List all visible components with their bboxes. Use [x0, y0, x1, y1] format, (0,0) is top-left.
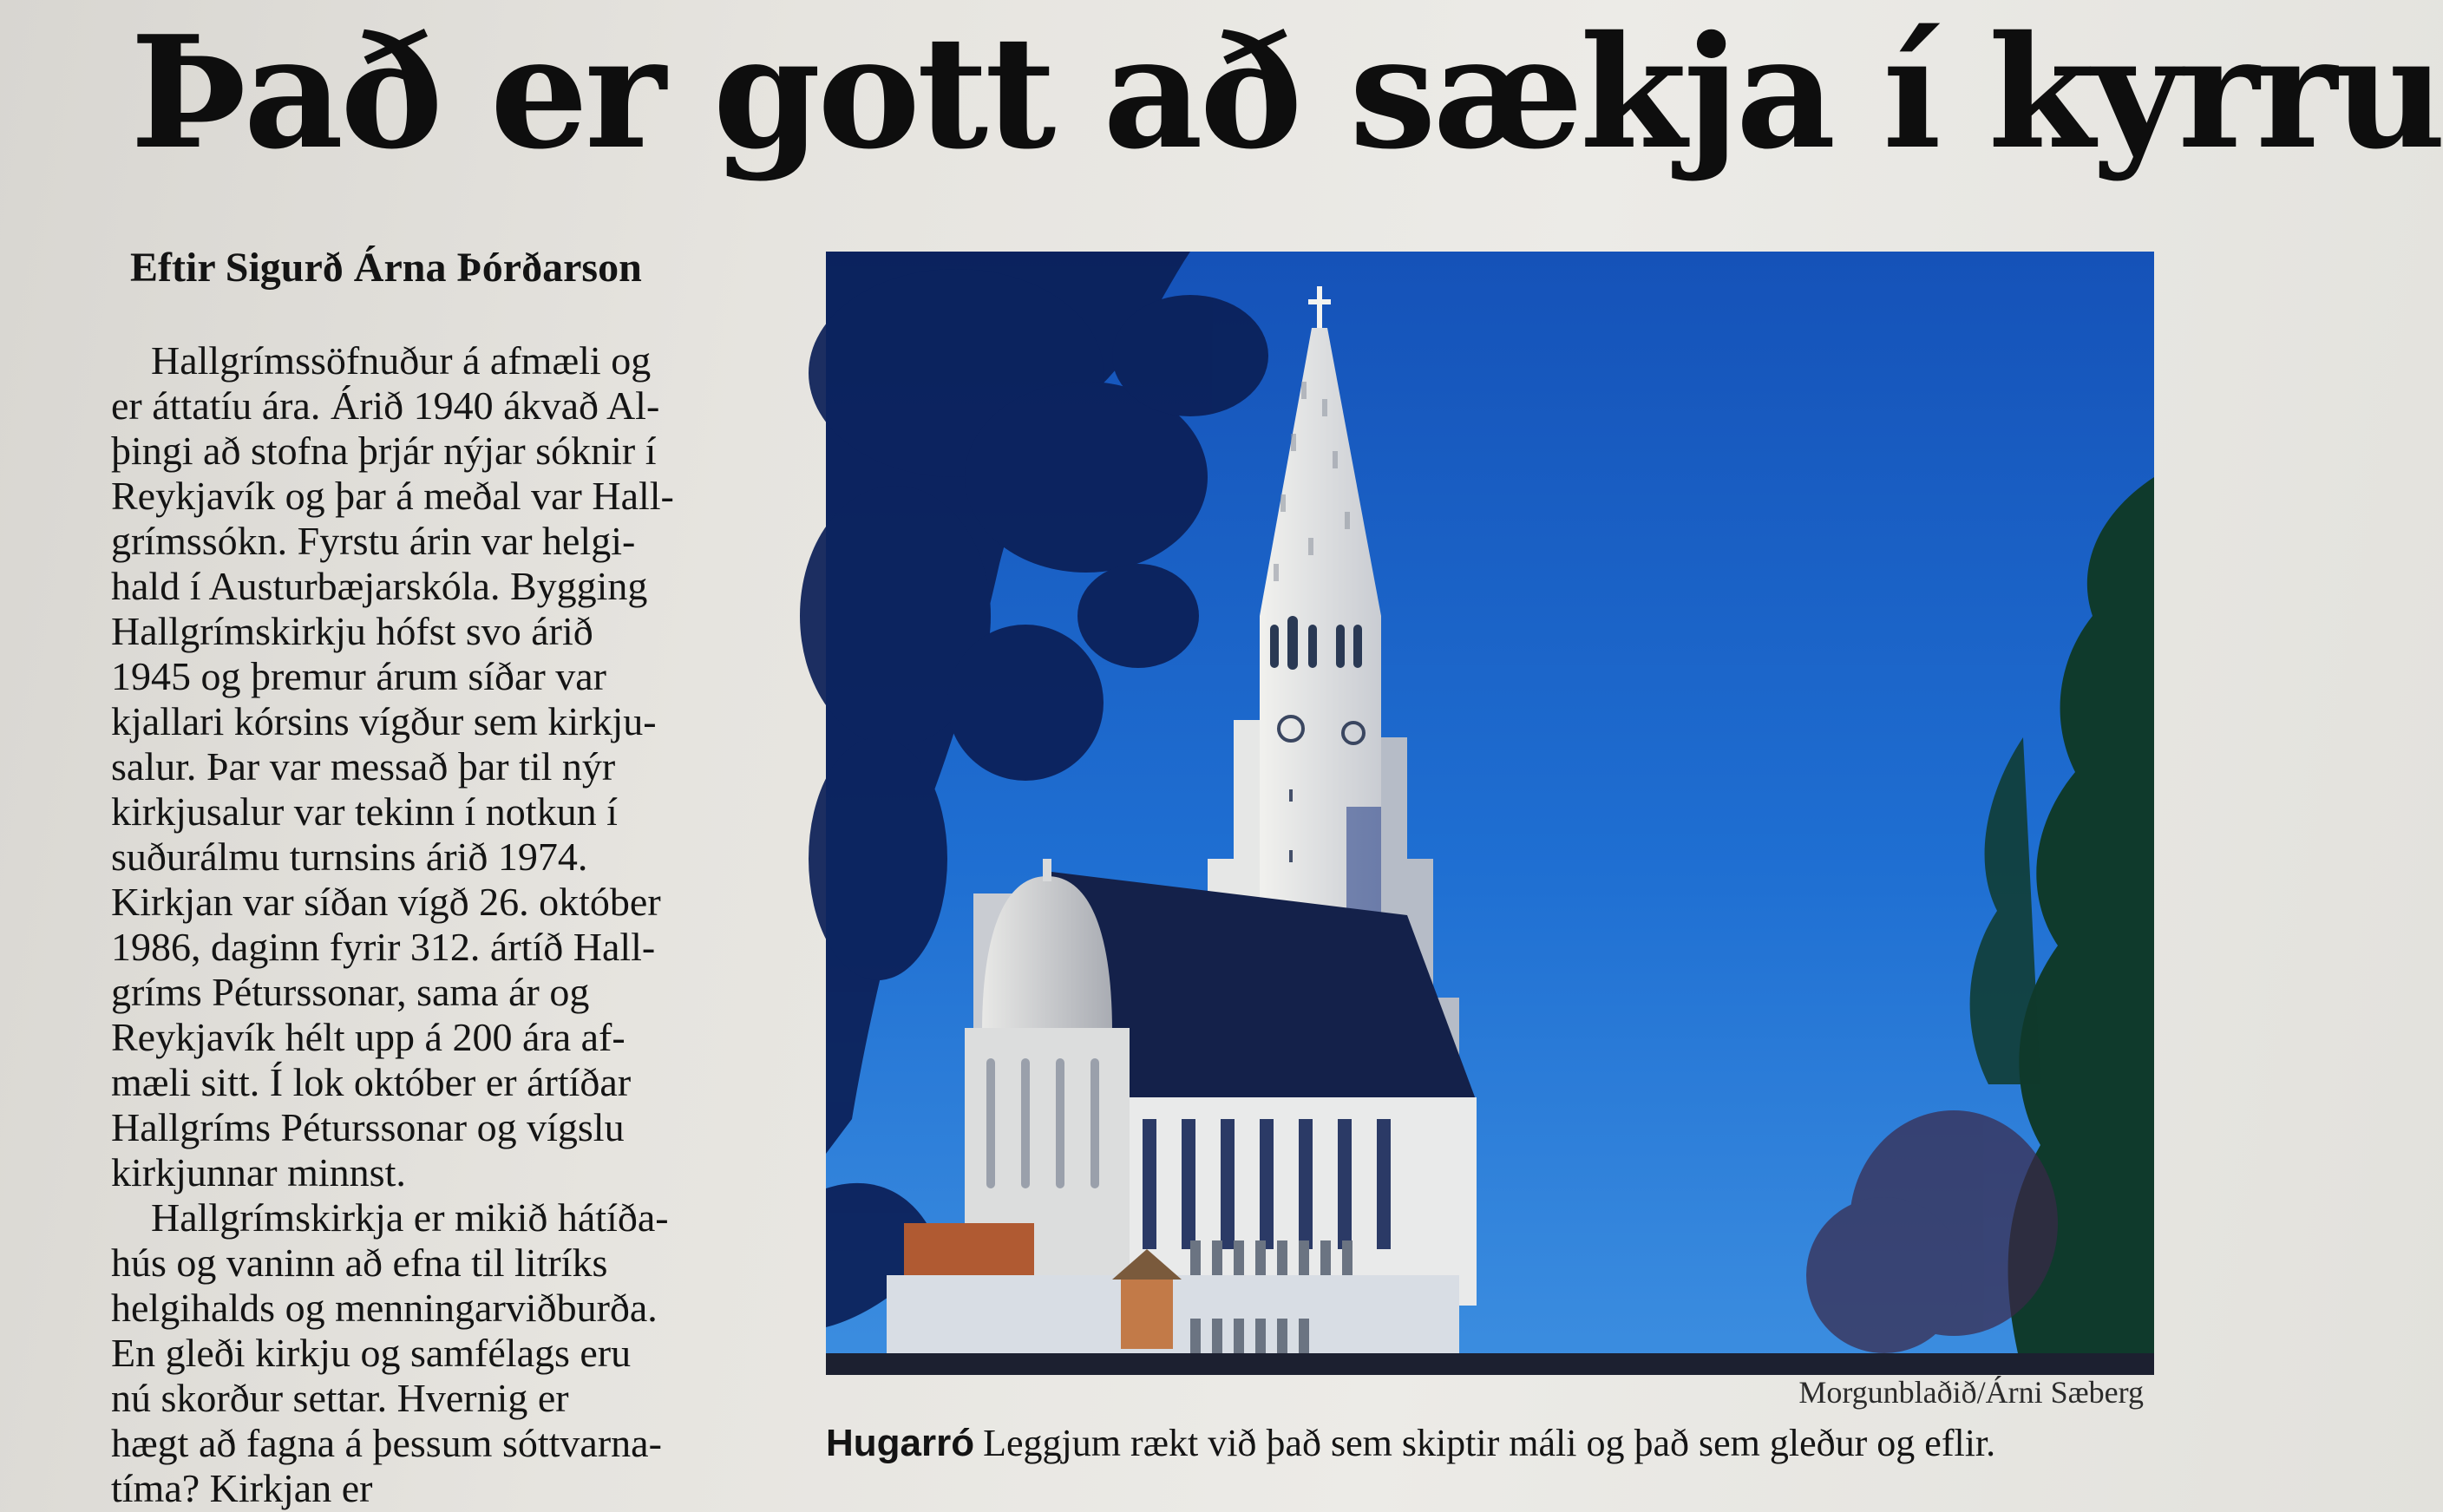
body-line: salur. Þar var messað þar til nýr: [111, 744, 616, 789]
body-line: grímssókn. Fyrstu árin var helgi-: [111, 519, 636, 563]
headline: Það er gott að sækja í kyrru: [130, 2, 2443, 183]
body-line: kirkjunnar minnst.: [111, 1150, 406, 1195]
body-line: En gleði kirkju og samfélags eru: [111, 1331, 632, 1375]
body-line: tíma? Kirkjan er: [111, 1466, 373, 1510]
body-line: nú skorður settar. Hvernig er: [111, 1376, 569, 1420]
body-line: suðurálmu turnsins árið 1974.: [111, 835, 588, 879]
caption-kicker: Hugarró: [826, 1422, 975, 1464]
body-line: Hallgrímskirkju hófst svo árið: [111, 609, 593, 653]
body-line: 1986, daginn fyrir 312. ártíð Hall-: [111, 925, 656, 969]
body-line: Kirkjan var síðan vígð 26. október: [111, 880, 661, 924]
caption-text: Leggjum rækt við það sem skiptir máli og það sem gleður og eflir.: [983, 1422, 1996, 1464]
body-line: þingi að stofna þrjár nýjar sóknir í: [111, 429, 657, 473]
body-line: Hallgrímskirkja er mikið hátíða-: [151, 1195, 669, 1240]
body-line: kjallari kórsins vígður sem kirkju-: [111, 699, 657, 743]
body-line: hald í Austurbæjarskóla. Bygging: [111, 564, 648, 608]
body-line: helgihalds og menningarviðburða.: [111, 1286, 658, 1330]
article-body: [111, 338, 788, 1511]
body-line: 1945 og þremur árum síðar var: [111, 654, 607, 698]
photo-credit: Morgunblaðið/Árni Sæberg: [1798, 1375, 2144, 1410]
body-line: gríms Péturssonar, sama ár og: [111, 970, 590, 1014]
body-line: Hallgrímssöfnuður á afmæli og: [151, 338, 652, 383]
byline: Eftir Sigurð Árna Þórðarson: [130, 245, 642, 291]
body-line: Hallgríms Péturssonar og vígslu: [111, 1105, 625, 1149]
photo-caption: [826, 1421, 1995, 1465]
body-line: Reykjavík og þar á meðal var Hall-: [111, 474, 674, 518]
body-line: mæli sitt. Í lok október er ártíðar: [111, 1060, 632, 1104]
body-line: er áttatíu ára. Árið 1940 ákvað Al-: [111, 383, 660, 428]
body-line: kirkjusalur var tekinn í notkun í: [111, 789, 618, 834]
church-photo: [826, 252, 2154, 1375]
body-line: hús og vaninn að efna til litríks: [111, 1240, 608, 1285]
body-line: hægt að fagna á þessum sóttvarna-: [111, 1421, 662, 1465]
body-line: Reykjavík hélt upp á 200 ára af-: [111, 1015, 625, 1059]
church-illustration: [826, 252, 2154, 1375]
